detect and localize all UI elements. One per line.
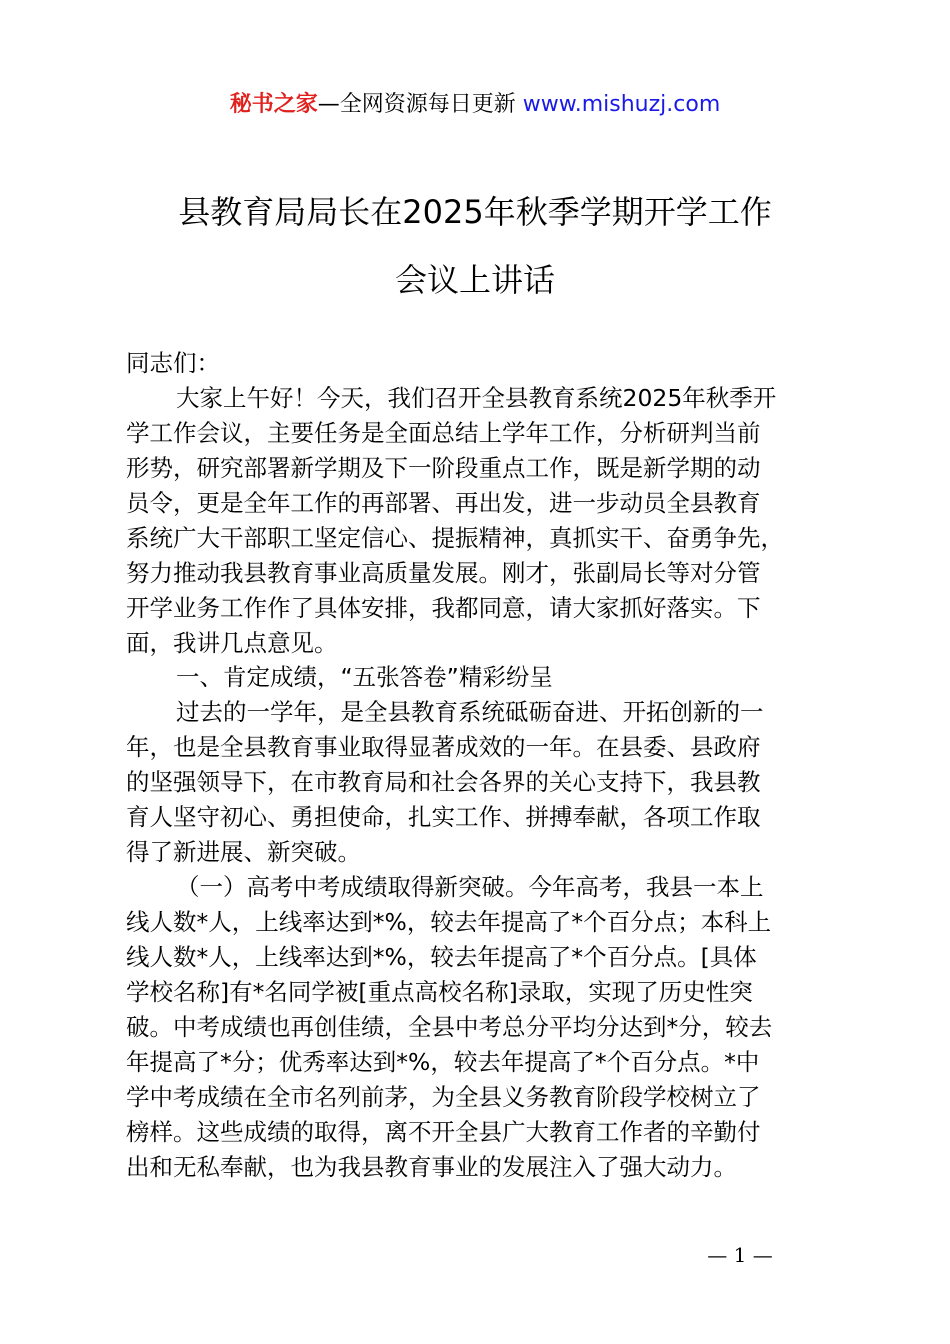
paragraph-line: （一）高考中考成绩取得新突破。今年高考，我县一本上 [176, 873, 764, 902]
paragraph-line: 面，我讲几点意见。 [126, 628, 338, 657]
paragraph-line: 形势，研究部署新学期及下一阶段重点工作，既是新学期的动 [126, 453, 761, 482]
paragraph-line: 育人坚守初心、勇担使命，扎实工作、拼搏奉献，各项工作取 [126, 803, 761, 832]
document-body [126, 346, 836, 1185]
page-number: — 1 — [707, 1243, 773, 1267]
paragraph-line: 的坚强领导下，在市教育局和社会各界的关心支持下，我县教 [126, 768, 761, 797]
paragraph-line: 员令，更是全年工作的再部署、再出发，进一步动员全县教育 [126, 488, 761, 517]
document-title-line-2: 会议上讲话 [394, 261, 555, 299]
paragraph-line: 系统广大干部职工坚定信心、提振精神，真抓实干、奋勇争先， [126, 523, 784, 552]
header-tagline: —全网资源每日更新 [317, 92, 523, 117]
paragraph-line: 年，也是全县教育事业取得显著成效的一年。在县委、县政府 [126, 733, 761, 762]
paragraph-line: 线人数*人，上线率达到*%，较去年提高了*个百分点。[具体 [126, 942, 757, 971]
paragraph-line: 榜样。这些成绩的取得，离不开全县广大教育工作者的辛勤付 [126, 1117, 761, 1146]
paragraph-line: 年提高了*分；优秀率达到*%，较去年提高了*个百分点。*中 [126, 1047, 760, 1076]
paragraph-line: 学校名称]有*名同学被[重点高校名称]录取，实现了历史性突 [126, 977, 753, 1006]
paragraph-line: 大家上午好！今天，我们召开全县教育系统2025年秋季开 [176, 383, 777, 412]
paragraph-line: 出和无私奉献，也为我县教育事业的发展注入了强大动力。 [126, 1152, 737, 1181]
salutation: 同志们： [126, 349, 220, 377]
paragraph-line: 学工作会议，主要任务是全面总结上学年工作，分析研判当前 [126, 418, 761, 447]
document-title-line-1: 县教育局局长在2025年秋季学期开学工作 [178, 193, 772, 231]
paragraph-line: 努力推动我县教育事业高质量发展。刚才，张副局长等对分管 [126, 558, 761, 587]
site-header [0, 88, 950, 122]
paragraph-line: 破。中考成绩也再创佳绩，全县中考总分平均分达到*分，较去 [126, 1012, 773, 1041]
section-heading: 一、肯定成绩，“五张答卷”精彩纷呈 [176, 663, 553, 692]
paragraph-line: 学中考成绩在全市名列前茅，为全县义务教育阶段学校树立了 [126, 1082, 761, 1111]
paragraph-line: 得了新进展、新突破。 [126, 838, 361, 867]
site-url-link[interactable]: www.mishuzj.com [522, 92, 721, 117]
paragraph-line: 开学业务工作作了具体安排，我都同意，请大家抓好落实。下 [126, 593, 761, 622]
paragraph-line: 过去的一学年，是全县教育系统砥砺奋进、开拓创新的一 [176, 698, 764, 727]
paragraph-line: 线人数*人，上线率达到*%，较去年提高了*个百分点；本科上 [126, 908, 772, 936]
brand-name: 秘书之家 [229, 92, 318, 117]
